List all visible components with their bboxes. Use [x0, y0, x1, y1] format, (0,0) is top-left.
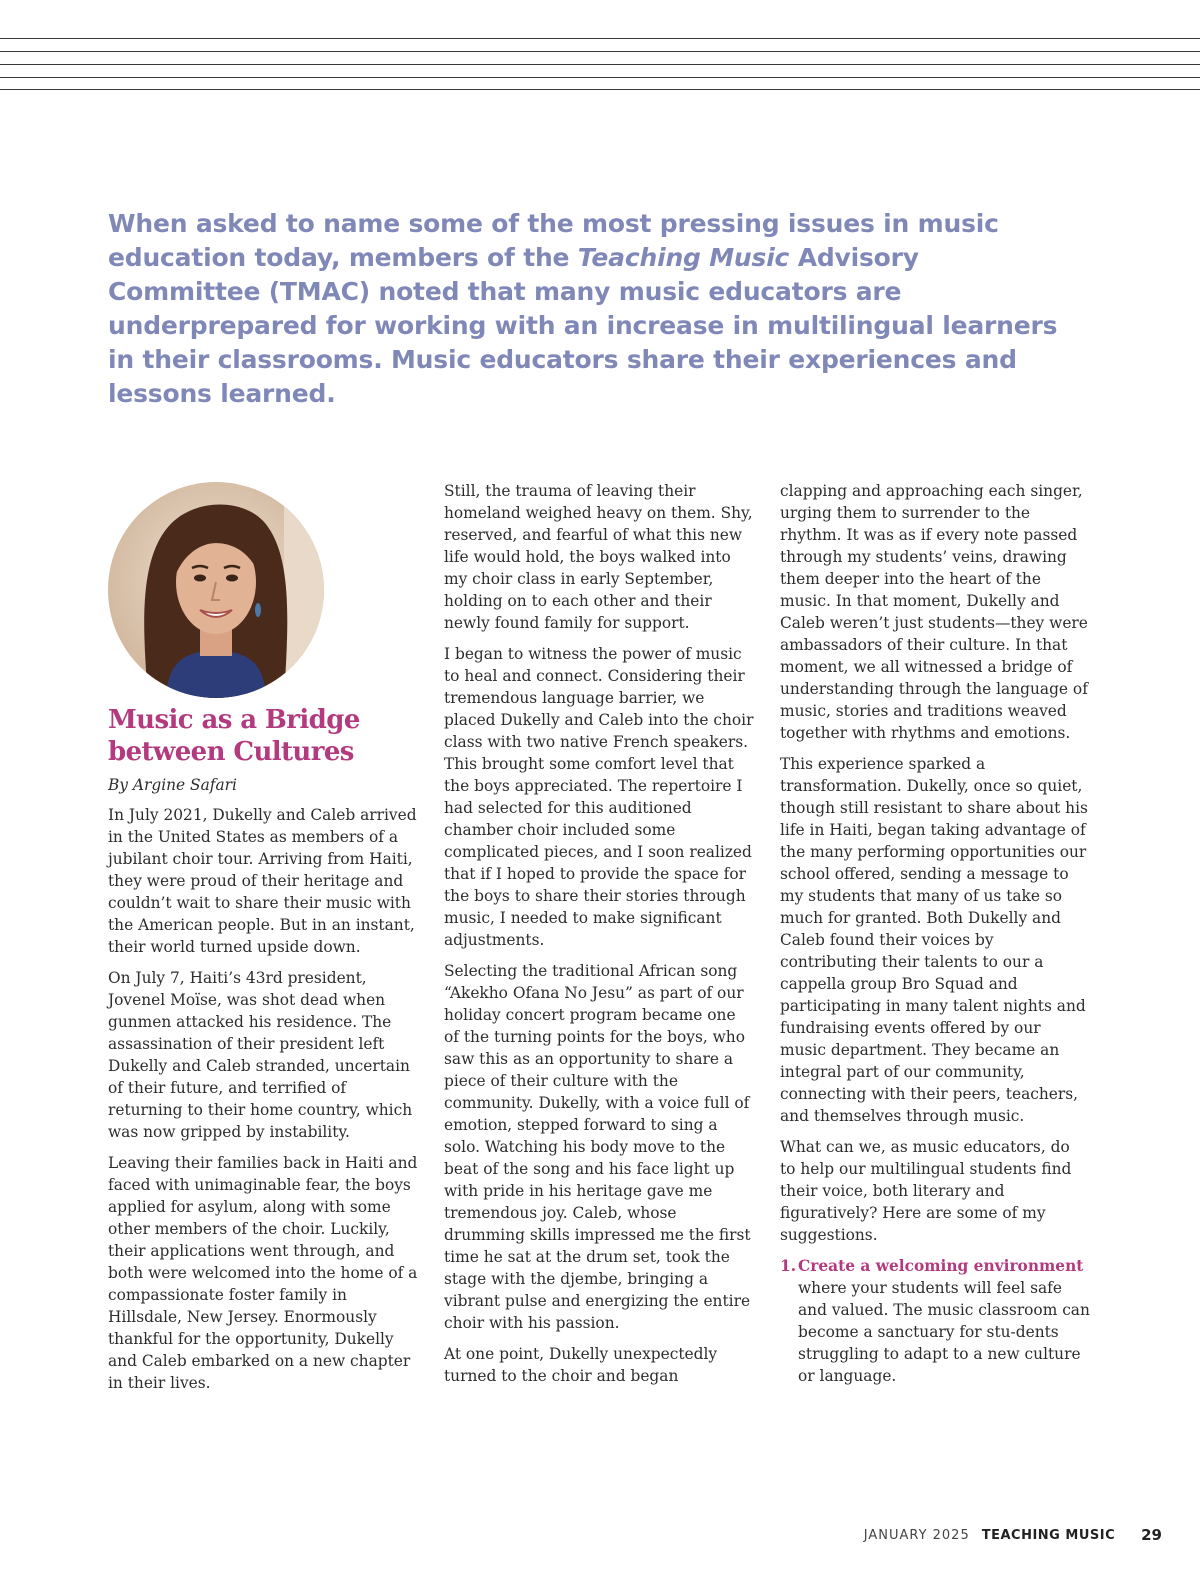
page-number: 29	[1141, 1526, 1162, 1544]
paragraph: Leaving their families back in Haiti and faced with unimaginable fear, the boys applied for asylum, along with some other members of the choir. Luckily, their applications went through, and both were welcomed into the home of a compassionate foster family in Hillsdale, New Jersey. Enormously thankful for the opportunity, Dukelly and Caleb embarked on a new chapter in their lives.	[108, 1154, 418, 1392]
magazine-name: TEACHING MUSIC	[981, 1527, 1116, 1543]
portrait-illustration	[108, 482, 324, 698]
paragraph: In July 2021, Dukelly and Caleb arrived in the United States as members of a jubilant choir tour. Arriving from Haiti, they were proud of their heritage and couldn’t wait to share their music with the American people. But in an instant, their world turned upside down.	[108, 806, 417, 956]
paragraph: At one point, Dukelly unexpectedly turned to the choir and began	[444, 1345, 718, 1385]
paragraph: On July 7, Haiti’s 43rd president, Jovenel Moïse, was shot dead when gunmen attacked his residence. The assassination of their president left Dukelly and Caleb stranded, uncertain of their future, and terrified of returning to their home country, which was now gripped by instability.	[108, 969, 413, 1141]
intro-deck	[108, 207, 1068, 411]
article-column-2	[444, 480, 754, 1396]
paragraph: This experience sparked a transformation. Dukelly, once so quiet, though still resistant to share about his life in Haiti, began taking advantage of the many performing opportunities our school offered, sending a message to my students that many of us take so much for granted. Both Dukelly and Caleb found their voices by contributing their talents to our a cappella group Bro Squad and participating in many talent nights and fundraising events offered by our music department. They became an integral part of our community, connecting with their peers, teachers, and themselves through music.	[780, 755, 1088, 1125]
author-portrait	[108, 482, 324, 698]
paragraph: I began to witness the power of music to heal and connect. Considering their tremendous language barrier, we placed Dukelly and Caleb into the choir class with two native French speakers. This brought some comfort level that the boys appreciated. The repertoire I had selected for this auditioned chamber choir included some complicated pieces, and I soon realized that if I hoped to provide the space for the boys to share their stories through music, I needed to make significant adjustments.	[444, 645, 754, 949]
article-headline	[108, 704, 418, 768]
suggestion-item	[780, 1255, 1090, 1387]
paragraph: Still, the trauma of leaving their homeland weighed heavy on them. Shy, reserved, and fearful of what this new life would hold, the boys walked into my choir class in early September, holding on to each other and their newly found family for support.	[444, 482, 753, 632]
staff-line-1	[0, 38, 1200, 39]
paragraph: What can we, as music educators, do to help our multilingual students find their voice, both literary and figuratively? Here are some of my suggestions.	[780, 1138, 1072, 1244]
headline-line-1: Music as a Bridge	[108, 705, 360, 735]
issue-date: JANUARY 2025	[863, 1527, 970, 1543]
intro-part-2: Advisory Committee (TMAC) noted that many music educators are underprepared for working with an increase in multilingual learners in their classrooms. Music educators share their experiences and lessons learned.	[108, 243, 1058, 408]
byline: By Argine Safari	[108, 776, 237, 794]
paragraph: Selecting the traditional African song “Akekho Ofana No Jesu” as part of our holiday concert program became one of the turning points for the boys, who saw this as an opportunity to share a piece of their culture with the community. Dukelly, with a voice full of emotion, stepped forward to sing a solo. Watching his body move to the beat of the song and his face light up with pride in his heritage gave me tremendous joy. Caleb, whose drumming skills impressed me the first time he sat at the drum set, took the stage with the djembe, bringing a vibrant pulse and energizing the entire choir with his passion.	[444, 962, 751, 1332]
suggestion-number: 1.	[780, 1257, 797, 1275]
paragraph: clapping and approaching each singer, urging them to surrender to the rhythm. It was as if every note passed through my students’ veins, drawing them deeper into the heart of the music. In that moment, Dukelly and Caleb weren’t just students—they were ambassadors of their culture. In that moment, we all witnessed a bridge of understanding through the language of music, stories and traditions weaved together with rhythms and emotions.	[780, 482, 1088, 742]
suggestion-list	[780, 1255, 1090, 1387]
intro-magazine-title: Teaching Music	[577, 243, 790, 272]
article-column-1	[108, 704, 418, 1403]
article-column-3	[780, 480, 1090, 1387]
intro-part-1: When asked to name some of the most pressing issues in music education today, members of the	[108, 209, 999, 272]
staff-line-4	[0, 77, 1200, 78]
headline-line-2: between Cultures	[108, 737, 354, 767]
suggestion-text: where your students will feel safe and valued. The music classroom can become a sanctuary for stu-dents struggling to adapt to a new culture or language.	[798, 1279, 1090, 1385]
staff-line-5	[0, 89, 1200, 90]
staff-line-2	[0, 51, 1200, 52]
page-footer	[864, 1526, 1162, 1544]
staff-line-3	[0, 64, 1200, 65]
suggestion-lead: Create a welcoming environment	[798, 1257, 1084, 1275]
